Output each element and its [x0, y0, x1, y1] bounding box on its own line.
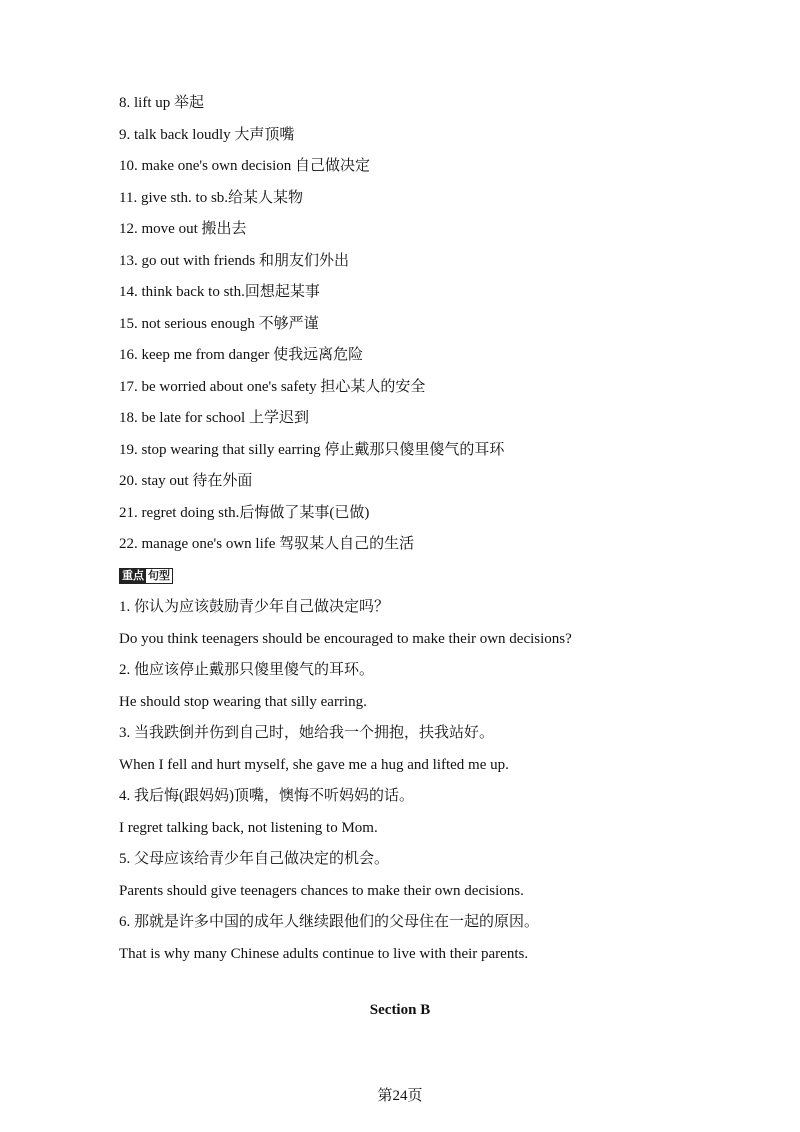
sentence-english: Parents should give teenagers chances to make their own decisions.: [119, 882, 524, 899]
phrase-item: 9. talk back loudly 大声顶嘴: [119, 126, 295, 143]
key-sentences-badge: [119, 568, 173, 584]
phrase-item: 16. keep me from danger 使我远离危险: [119, 347, 364, 363]
phrase-item: 22. manage one's own life 驾驭某人自己的生活: [119, 536, 415, 552]
sentence-chinese: 3. 当我跌倒并伤到自己时，她给我一个拥抱，扶我站好。: [119, 725, 495, 741]
phrase-item: 8. lift up 举起: [119, 95, 204, 111]
sentence-chinese: 4. 我后悔(跟妈妈)顶嘴，懊悔不听妈妈的话。: [119, 788, 414, 804]
page-number: 第24页: [377, 1088, 423, 1104]
sentence-list: [119, 592, 719, 970]
phrase-item: 14. think back to sth.回想起某事: [119, 284, 320, 300]
sentence-english: He should stop wearing that silly earring.: [119, 693, 367, 710]
phrase-item: 13. go out with friends 和朋友们外出: [119, 252, 349, 269]
sentence-english: Do you think teenagers should be encouraged to make their own decisions?: [119, 630, 572, 647]
sentence-english: That is why many Chinese adults continue to live with their parents.: [119, 945, 529, 962]
sentence-chinese: 6. 那就是许多中国的成年人继续跟他们的父母住在一起的原因。: [119, 914, 540, 930]
phrase-item: 17. be worried about one's safety 担心某人的安全: [119, 378, 426, 395]
section-title: Section B: [369, 1002, 431, 1018]
phrase-item: 20. stay out 待在外面: [119, 473, 253, 489]
badge-key: 重点: [122, 570, 144, 583]
badge-sentence: 句型: [148, 570, 170, 583]
sentence-chinese: 5. 父母应该给青少年自己做决定的机会。: [119, 851, 390, 867]
sentence-chinese: 1. 你认为应该鼓励青少年自己做决定吗？: [119, 599, 390, 615]
sentence-chinese: 2. 他应该停止戴那只傻里傻气的耳环。: [119, 662, 375, 678]
phrase-list: [119, 88, 719, 561]
phrase-item: 12. move out 搬出去: [119, 221, 247, 237]
phrase-item: 11. give sth. to sb.给某人某物: [119, 189, 304, 206]
phrase-item: 21. regret doing sth.后悔做了某事(已做): [119, 504, 370, 521]
sentence-english: I regret talking back, not listening to Mom.: [119, 819, 378, 836]
sentence-english: When I fell and hurt myself, she gave me a hug and lifted me up.: [119, 756, 509, 773]
phrase-item: 10. make one's own decision 自己做决定: [119, 158, 371, 174]
content-lines: [119, 88, 719, 970]
phrase-item: 19. stop wearing that silly earring 停止戴那只傻里傻气的耳环: [119, 441, 505, 458]
phrase-item: 18. be late for school 上学迟到: [119, 410, 309, 426]
key-sentences-label: [119, 561, 719, 593]
phrase-item: 15. not serious enough 不够严谨: [119, 315, 319, 332]
